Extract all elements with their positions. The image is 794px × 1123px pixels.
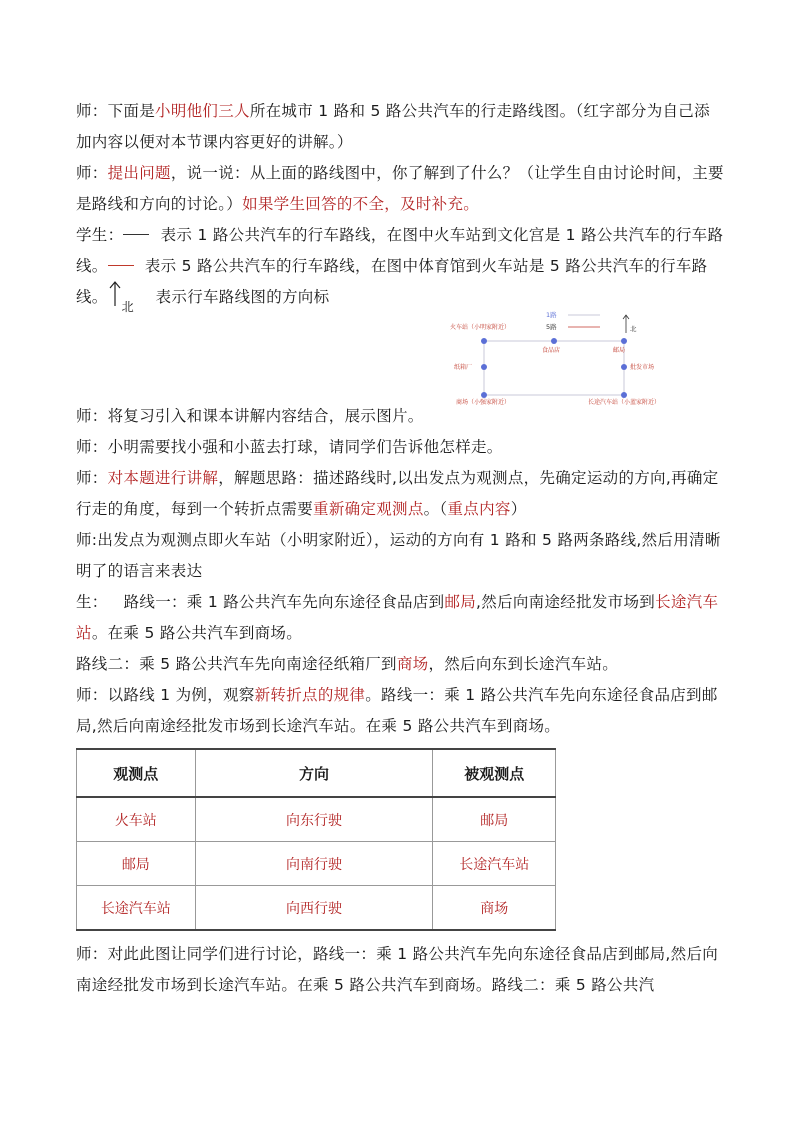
map-north-arrow-icon [623,315,637,333]
table-cell: 长途汽车站 [77,886,196,931]
para-route-one: 生： 路线一：乘 1 路公共汽车先向东途径食品店到邮局,然后向南途经批发市场到长途汽车站。在乘 5 路公共汽车到商场。 [76,593,719,642]
table-cell: 火车站 [77,797,196,842]
observation-table [76,748,556,931]
table-row [77,886,556,931]
route-map-row [76,311,724,406]
para-student-answer: 学生： 表示 1 路公共汽车的行车路线，在图中火车站到文化宫是 1 路公共汽车的行车路线。 表示 5 路公共汽车的行车路线，在图中体育馆到火车站是 5 路公共汽车的行车路线。 北 表示行车路线图的方向标 [76,226,724,314]
legend-route-5: 5路 [546,323,557,331]
table-cell: 邮局 [77,842,196,886]
north-arrow-icon: 北 [108,286,138,310]
highlight-text: 长途汽车站 [76,593,719,642]
table-header: 被观测点 [433,749,556,797]
para-explain: 师：对本题进行讲解，解题思路：描述路线时,以出发点为观测点，先确定运动的方向,再确定行走的角度，每到一个转折点需要重新确定观测点。（重点内容） [76,469,719,518]
stop-food-store [551,338,557,344]
label-mall: 商场（小强家附近） [456,399,511,406]
stop-wholesale-market [621,364,627,370]
legend-route-1: 1路 [546,311,557,319]
highlight-text: 小明他们三人 [155,102,250,120]
para-question: 师：提出问题，说一说：从上面的路线图中，你了解到了什么？（让学生自由讨论时间，主要是路线和方向的讨论。）如果学生回答的不全，及时补充。 [76,164,724,213]
table-cell: 向东行驶 [195,797,433,842]
highlight-text: 对本题进行讲解 [107,469,219,487]
highlight-text: 如果学生回答的不全，及时补充。 [242,195,480,213]
table-cell: 向南行驶 [195,842,433,886]
para-task: 师：小明需要找小强和小蓝去打球，请同学们告诉他怎样走。 [76,438,503,456]
stop-bus-station [621,392,627,398]
document-page [76,96,724,1001]
stop-post-office [621,338,627,344]
route-5-line-symbol [108,265,134,266]
para-discussion: 师：对此此图让同学们进行讨论，路线一：乘 1 路公共汽车先向东途径食品店到邮局,然后向南途经批发市场到长途汽车站。在乘 5 路公共汽车到商场。路线二：乘 5 路公共汽 [76,945,719,994]
highlight-text: 重新确定观测点 [313,500,424,518]
para-route-two: 路线二：乘 5 路公共汽车先向南途径纸箱厂到商场，然后向东到长途汽车站。 [76,655,619,673]
highlight-text: 新转折点的规律 [254,686,366,704]
highlight-text: 提出问题 [107,164,171,182]
label-post-office: 邮局 [613,347,626,354]
table-row [77,842,556,886]
table-header: 方向 [195,749,433,797]
para-intro: 师：下面是小明他们三人所在城市 1 路和 5 路公共汽车的行走路线图。（红字部分为自己添加内容以便对本节课内容更好的讲解。） [76,102,710,151]
highlight-text: 邮局 [444,593,477,611]
highlight-text: 重点内容 [447,500,511,518]
label-wholesale-market: 批发市场 [630,364,655,371]
stop-carton-factory [481,364,487,370]
table-header: 观测点 [77,749,196,797]
table-header-row [77,749,556,797]
table-cell: 商场 [433,886,556,931]
label-food-store: 食品店 [542,347,561,354]
route-map [438,307,738,407]
highlight-text: 商场 [396,655,429,673]
label-train-station: 火车站（小明家附近） [450,324,511,331]
label-carton-factory: 纸箱厂 [454,364,473,371]
svg-text:北: 北 [630,325,637,333]
stop-mall [481,392,487,398]
para-start-point: 师:出发点为观测点即火车站（小明家附近），运动的方向有 1 路和 5 路两条路线,然后用清晰明了的语言来表达 [76,531,721,580]
stop-train-station [481,338,487,344]
table-cell: 向西行驶 [195,886,433,931]
route-1-line-symbol [123,234,149,235]
label-bus-station: 长途汽车站（小蓝家附近） [588,399,661,406]
para-show-picture: 师：将复习引入和课本讲解内容结合，展示图片。 [76,407,424,425]
para-observe: 师：以路线 1 为例，观察新转折点的规律。路线一：乘 1 路公共汽车先向东途径食品店到邮局,然后向南途经批发市场到长途汽车站。在乘 5 路公共汽车到商场。 [76,686,718,735]
table-cell: 长途汽车站 [433,842,556,886]
table-row [77,797,556,842]
table-cell: 邮局 [433,797,556,842]
